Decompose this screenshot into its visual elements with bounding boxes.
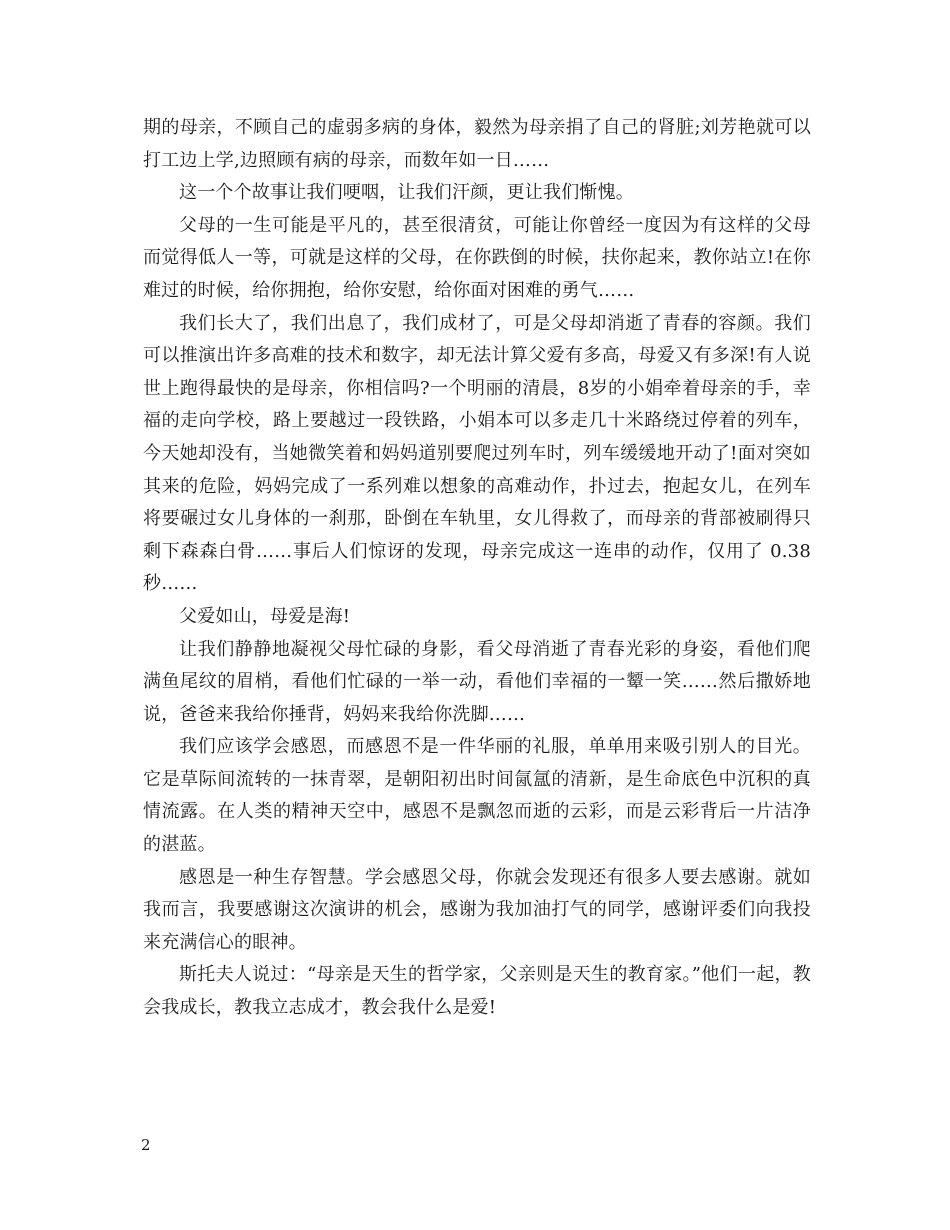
paragraph-1: 期的母亲，不顾自己的虚弱多病的身体，毅然为母亲捐了自己的肾脏;刘芳艳就可以打工边上学,边照顾有病的母亲，而数年如一日…… [143,117,811,171]
paragraph-4: 我们长大了，我们出息了，我们成材了，可是父母却消逝了青春的容颜。我们可以推演出许多高难的技术和数字，却无法计算父爱有多高，母爱又有多深!有人说世上跑得最快的是母亲，你相信吗?一个明丽的清晨，8岁的小娟牵着母亲的手，幸福的走向学校，路上要越过一段铁路，小娟本可以多走几十米路绕过停着的列车，今天她却没有，当她微笑着和妈妈道别要爬过列车时，列车缓缓地开动了!面对突如其来的危险，妈妈完成了一系列难以想象的高难动作，扑过去，抱起女儿，在列车将要碾过女儿身体的一刹那，卧倒在车轨里，女儿得救了，而母亲的背部被刷得只剩下森森白骨……事后人们惊讶的发现，母亲完成这一连串的动作，仅用了 0.38秒…… [143,312,811,595]
page-number: 2 [141,1136,151,1154]
paragraph-8: 感恩是一种生存智慧。学会感恩父母，你就会发现还有很多人要去感谢。就如我而言，我要感谢这次演讲的机会，感谢为我加油打气的同学，感谢评委们向我投来充满信心的眼神。 [143,866,811,953]
paragraph-2: 这一个个故事让我们哽咽，让我们汗颜，更让我们惭愧。 [179,182,634,204]
paragraph-7: 我们应该学会感恩，而感恩不是一件华丽的礼服，单单用来吸引别人的目光。它是草际间流转的一抹青翠，是朝阳初出时间氤氲的清新，是生命底色中沉积的真情流露。在人类的精神天空中，感恩不是飘忽而逝的云彩，而是云彩背后一片洁净的湛蓝。 [143,736,811,856]
body-text [143,112,811,1025]
paragraph-3: 父母的一生可能是平凡的，甚至很清贫，可能让你曾经一度因为有这样的父母而觉得低人一等，可就是这样的父母，在你跌倒的时候，扶你起来，教你站立!在你难过的时候，给你拥抱，给你安慰，给你面对困难的勇气…… [143,214,811,301]
paragraph-6: 让我们静静地凝视父母忙碌的身影，看父母消逝了青春光彩的身姿，看他们爬满鱼尾纹的眉梢，看他们忙碌的一举一动，看他们幸福的一颦一笑……然后撒娇地说，爸爸来我给你捶背，妈妈来我给你洗脚…… [143,638,811,725]
paragraph-9: 斯托夫人说过：“母亲是天生的哲学家，父亲则是天生的教育家。”他们一起，教会我成长，教我立志成才，教会我什么是爱! [143,964,811,1019]
paragraph-5: 父爱如山，母爱是海! [179,605,351,627]
